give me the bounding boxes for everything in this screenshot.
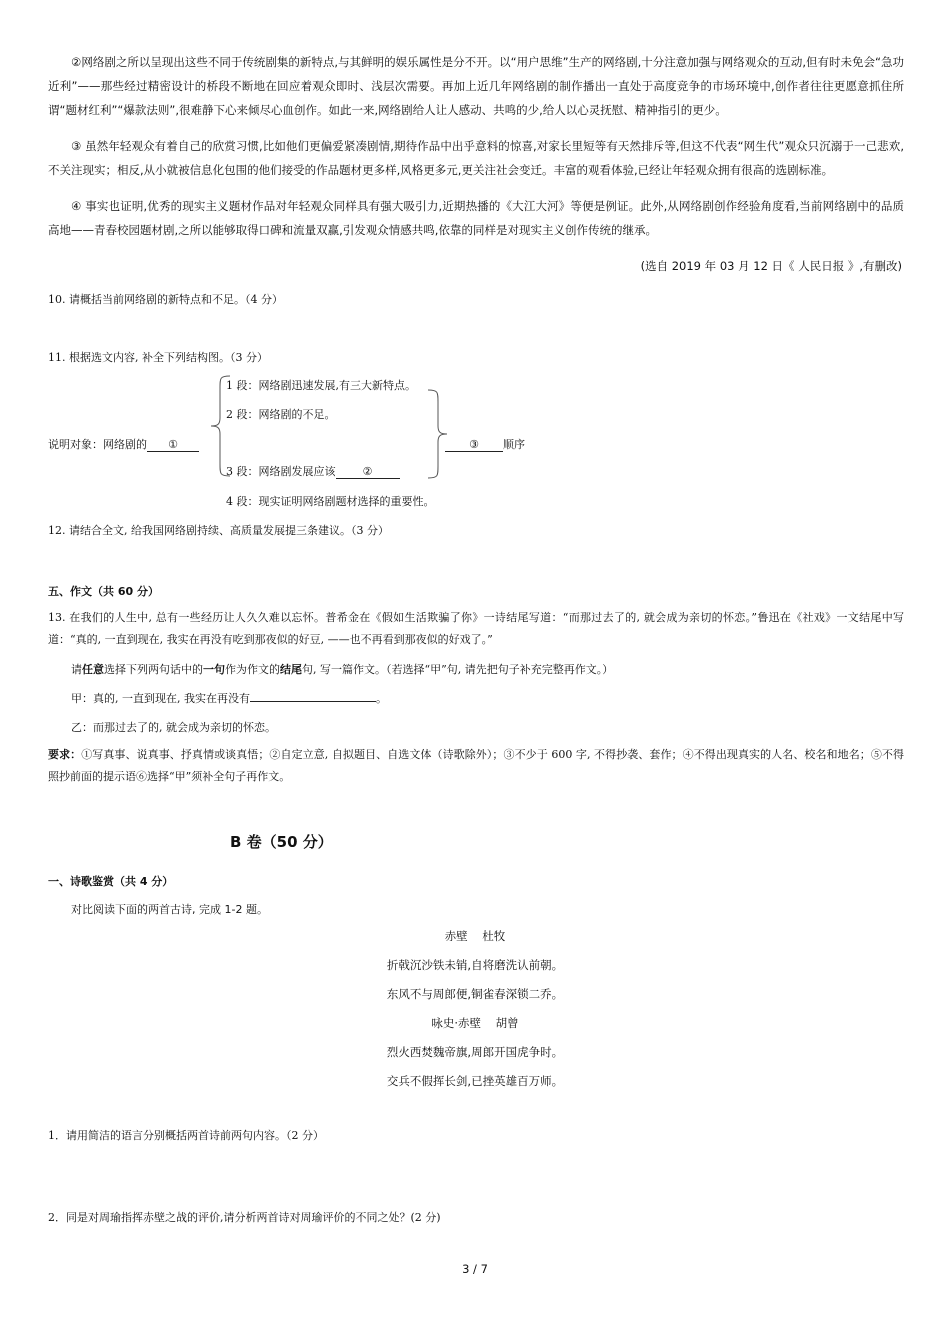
essay-requirements: 要求：①写真事、说真事、抒真情或谈真悟；②自定立意, 自拟题目、自选文体（诗歌除外）；③不少于 600 字, 不得抄袭、套作；④不得出现真实的人名、校名和地名；⑤不得照抄前面的提示语⑥选择“甲”须补全句子再作文。: [48, 748, 904, 783]
diagram-item-4: 4 段：现实证明网络剧题材选择的重要性。: [226, 495, 435, 508]
question-13: 13. 在我们的人生中, 总有一些经历让人久久难以忘怀。普希金在《假如生活欺骗了你》一诗结尾写道：“而那过去了的, 就会成为亲切的怀恋。”鲁迅在《社戏》一文结尾中写道：“真的, 一直到现在, 我实在再没有吃到那夜似的好豆, ——也不再看到那夜似的好戏了。”: [48, 611, 904, 646]
blank-jia[interactable]: [250, 701, 376, 702]
section-5-heading: 五、作文（共 60 分）: [48, 585, 159, 598]
poetry-question-1: 1．请用简洁的语言分别概括两首诗前两句内容。（2 分）: [48, 1129, 324, 1142]
question-10: 10. 请概括当前网络剧的新特点和不足。（4 分）: [48, 293, 283, 306]
passage-paragraph-2: ②网络剧之所以呈现出这些不同于传统剧集的新特点,与其鲜明的娱乐属性是分不开。以“用户思维”生产的网络剧,十分注意加强与网络观众的互动,但有时未免会“急功近利”——那些经过精密设计的桥段不断地在回应着观众即时、浅层次需要。再加上近几年网络剧的制作播出一直处于高度竞争的市场环境中,创作者往往更愿意抓住所谓“题材红利”“爆款法则”,很难静下心来倾尽心血创作。如此一来,网络剧给人让人感动、共鸣的少,给人以心灵抚慰、精神指引的更少。: [48, 55, 904, 117]
poem-1-line-2: 东风不与周郎便,铜雀春深锁二乔。: [386, 987, 564, 1001]
poetry-intro: 对比阅读下面的两首古诗, 完成 1-2 题。: [71, 903, 268, 916]
blank-3[interactable]: ③: [445, 438, 503, 452]
passage-paragraph-4: ④ 事实也证明,优秀的现实主义题材作品对年轻观众同样具有强大吸引力,近期热播的《大江大河》等便是例证。此外,从网络剧创作经验角度看,当前网络剧中的品质高地——青春校园题材剧,之所以能够取得口碑和流量双赢,引发观众情感共鸣,依靠的同样是对现实主义创作传统的继承。: [48, 199, 904, 237]
right-brace-icon: [424, 388, 450, 480]
poem-2-title: 咏史·赤壁 胡曾: [431, 1016, 519, 1030]
blank-2[interactable]: ②: [336, 465, 400, 479]
option-yi: 乙：而那过去了的, 就会成为亲切的怀恋。: [71, 721, 276, 734]
essay-instruction: 请任意选择下列两句话中的一句作为作文的结尾句, 写一篇作文。（若选择“甲”句, 请先把句子补充完整再作文。）: [71, 663, 614, 676]
diagram-item-2: 2 段：网络剧的不足。: [226, 408, 336, 421]
poem-1-line-1: 折戟沉沙铁未销,自将磨洗认前朝。: [386, 958, 564, 972]
poetry-question-2: 2．同是对周瑜指挥赤壁之战的评价,请分析两首诗对周瑜评价的不同之处？(2 分): [48, 1211, 441, 1224]
diagram-item-1: 1 段：网络剧迅速发展,有三大新特点。: [226, 379, 416, 392]
poem-2-line-1: 烈火西焚魏帝旗,周郎开国虎争时。: [386, 1045, 564, 1059]
diagram-item-3: 3 段：网络剧发展应该 ②: [226, 463, 400, 479]
poetry-section-heading: 一、诗歌鉴赏（共 4 分）: [48, 875, 174, 888]
poem-2-line-2: 交兵不假挥长剑,已挫英雄百万师。: [386, 1074, 564, 1088]
part-b-heading: B 卷（50 分）: [230, 833, 333, 851]
passage-paragraph-3: ③ 虽然年轻观众有着自己的欣赏习惯,比如他们更偏爱紧凑剧情,期待作品中出乎意料的惊喜,对家长里短等有天然排斥等,但这不代表“网生代”观众只沉溺于一己悲欢,不关注现实；相反,从小就被信息化包围的他们接受的作品题材更多样,风格更多元,更关注社会变迁。丰富的观看体验,已经让年轻观众拥有很高的选剧标准。: [48, 139, 904, 177]
passage-source: (选自 2019 年 03 月 12 日《 人民日报 》,有删改): [640, 259, 902, 273]
question-11: 11. 根据选文内容, 补全下列结构图。（3 分）: [48, 351, 268, 364]
blank-1[interactable]: ①: [147, 438, 199, 452]
question-12: 12. 请结合全文, 给我国网络剧持续、高质量发展提三条建议。（3 分）: [48, 524, 389, 537]
page-number: 3 / 7: [462, 1262, 488, 1276]
poem-1-title: 赤壁 杜牧: [444, 929, 506, 943]
diagram-right-label: ③ 顺序: [445, 436, 525, 452]
option-jia: 甲：真的, 一直到现在, 我实在再没有 。: [71, 692, 387, 705]
diagram-left-label: 说明对象：网络剧的 ①: [48, 436, 199, 452]
